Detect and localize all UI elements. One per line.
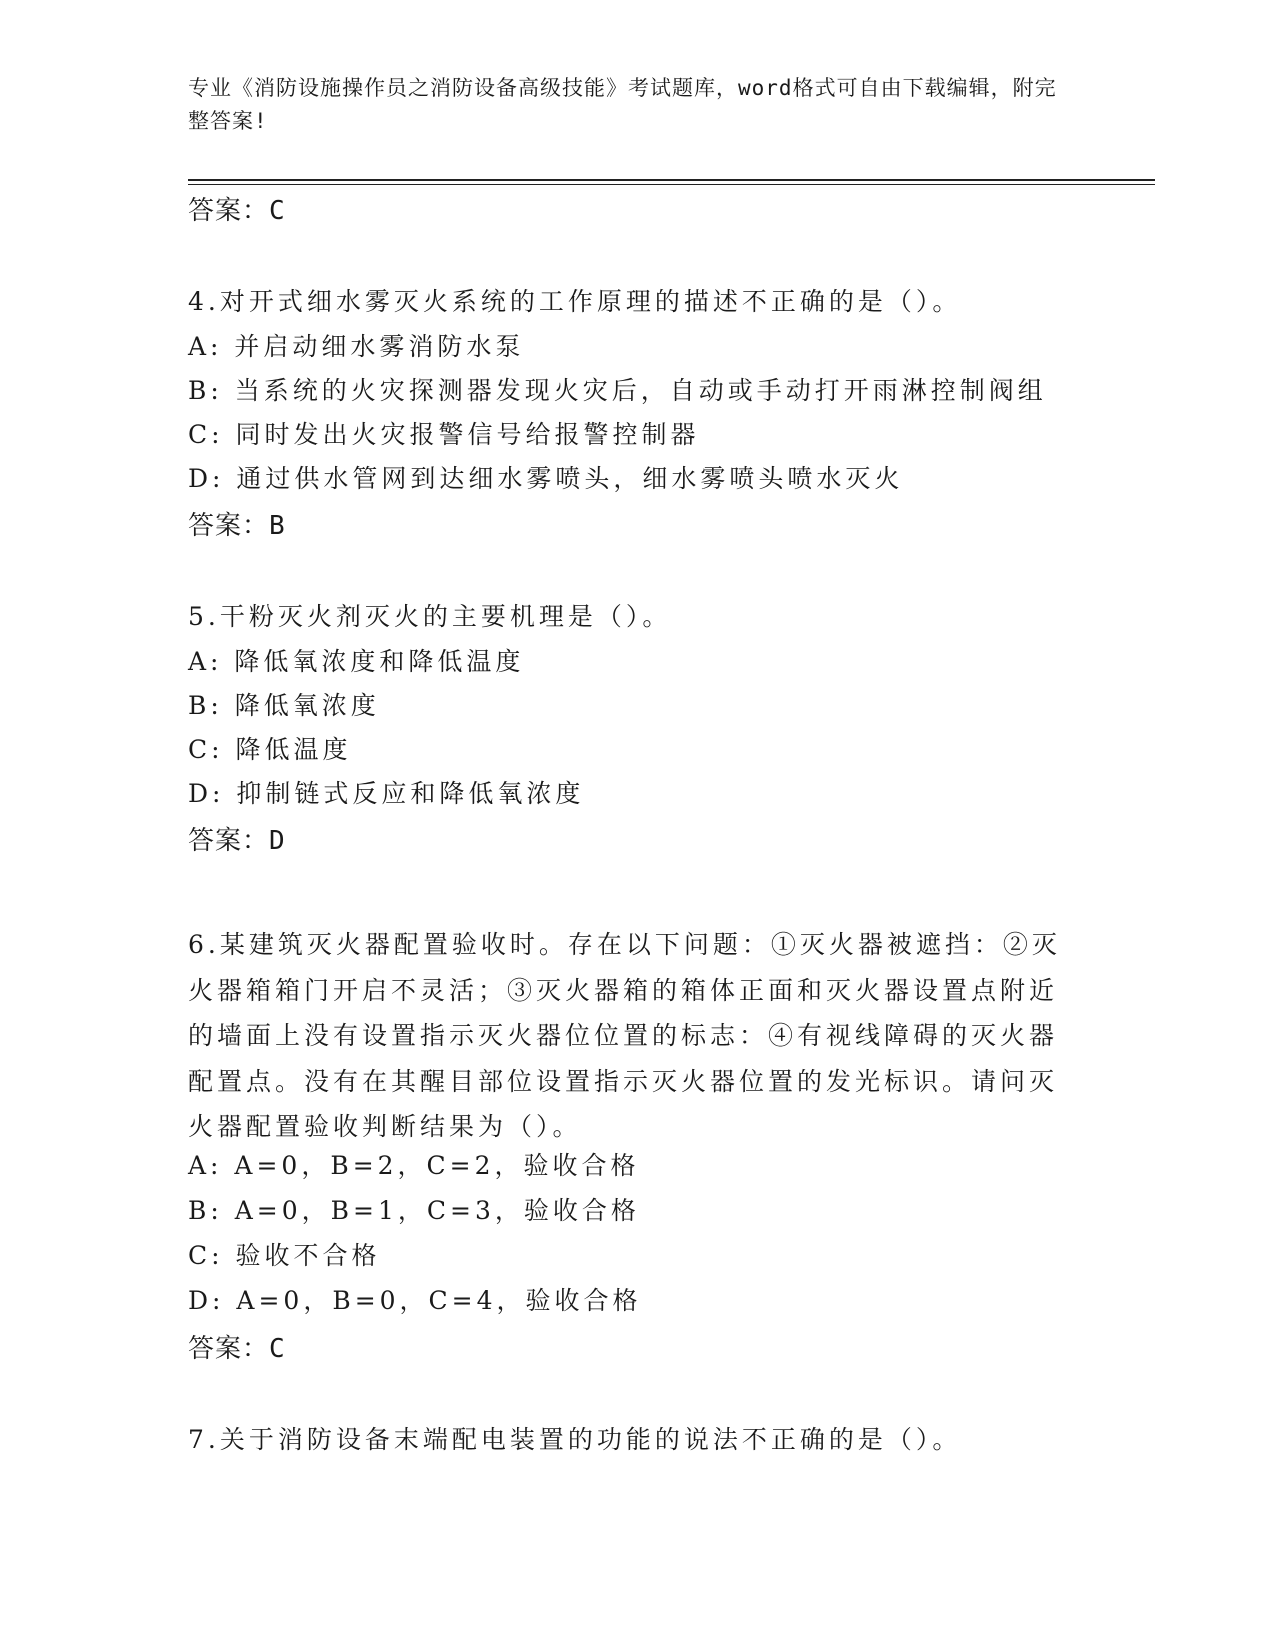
question-4-option-d: D: 通过供水管网到达细水雾喷头，细水雾喷头喷水灭火 [188, 464, 904, 493]
question-7-stem: 7.关于消防设备末端配电装置的功能的说法不正确的是（）。 [188, 1425, 962, 1454]
question-4-answer: 答案：B [188, 511, 286, 541]
question-6-option-d: D: A=0，B=0，C=4，验收合格 [188, 1286, 642, 1315]
question-5-option-a: A: 降低氧浓度和降低温度 [188, 647, 525, 676]
question-4-option-a: A: 并启动细水雾消防水泵 [188, 332, 525, 361]
question-6-answer: 答案：C [188, 1334, 286, 1364]
question-4-option-c: C: 同时发出火灾报警信号给报警控制器 [188, 420, 700, 449]
question-5-option-d: D: 抑制链式反应和降低氧浓度 [188, 779, 585, 808]
document-header: 专业《消防设施操作员之消防设备高级技能》考试题库，word格式可自由下载编辑，附完整答案! [188, 76, 1057, 133]
question-6-stem: 6.某建筑灭火器配置验收时。存在以下问题：①灭火器被遮挡：②灭火器箱箱门开启不灵活；③灭火器箱的箱体正面和灭火器设置点附近的墙面上没有设置指示灭火器位位置的标志：④有视线障碍的灭火器配置点。没有在其醒目部位设置指示灭火器位置的发光标识。请问灭火器配置验收判断结果为（）。 [188, 930, 1061, 1141]
question-6-option-a: A: A=0，B=2，C=2，验收合格 [188, 1151, 640, 1180]
question-5-answer: 答案：D [188, 826, 286, 856]
answer-previous: 答案：C [188, 196, 286, 226]
header-divider [188, 179, 1155, 181]
question-4-stem: 4.对开式细水雾灭火系统的工作原理的描述不正确的是（）。 [188, 287, 962, 316]
question-6-option-c: C: 验收不合格 [188, 1241, 381, 1270]
question-6-option-b: B: A=0，B=1，C=3，验收合格 [188, 1196, 640, 1225]
question-5-option-c: C: 降低温度 [188, 735, 352, 764]
header-divider-thin [188, 184, 1155, 185]
question-5-option-b: B: 降低氧浓度 [188, 691, 380, 720]
question-4-option-b: B: 当系统的火灾探测器发现火灾后，自动或手动打开雨淋控制阀组 [188, 376, 1047, 405]
question-5-stem: 5.干粉灭火剂灭火的主要机理是（）。 [188, 602, 672, 631]
